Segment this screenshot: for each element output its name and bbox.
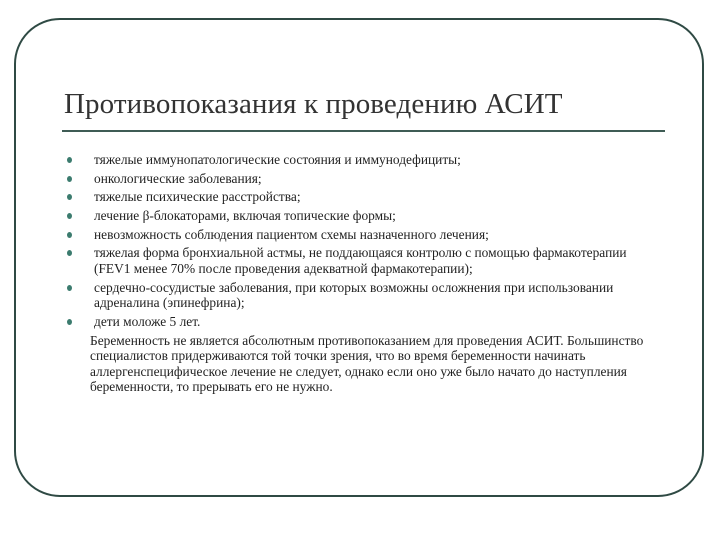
list-item-text: тяжелые психические расстройства; bbox=[94, 189, 301, 205]
slide-body bbox=[66, 152, 666, 395]
list-item-text: лечение β-блокаторами, включая топические формы; bbox=[94, 208, 396, 224]
bullet-icon bbox=[67, 285, 72, 291]
list-item-text: сердечно-сосудистые заболевания, при которых возможны осложнения при использовании адреналина (эпинефрина); bbox=[94, 279, 614, 311]
list-item-text: тяжелые иммунопатологические состояния и иммунодефициты; bbox=[94, 152, 461, 167]
title-divider bbox=[62, 130, 665, 132]
list-item bbox=[66, 227, 666, 243]
list-item bbox=[66, 280, 666, 311]
list-item bbox=[66, 314, 666, 330]
bullet-icon bbox=[67, 250, 72, 256]
list-item bbox=[66, 152, 666, 168]
list-item bbox=[66, 245, 666, 276]
bullet-icon bbox=[67, 194, 72, 200]
list-item-text: невозможность соблюдения пациентом схемы назначенного лечения; bbox=[94, 226, 489, 242]
list-item-text: тяжелая форма бронхиальной астмы, не поддающаяся контролю с помощью фармакотерапии (FEV1 менее 70% после проведения адекватной фармакотерапии); bbox=[94, 245, 627, 276]
bullet-icon bbox=[67, 157, 72, 163]
pregnancy-note: Беременность не является абсолютным противопоказанием для проведения АСИТ. Большинство специалистов придерживаются той точки зрения, что во время беременности начинать аллергенспецифическое лечение не следует, однако если оно уже было начато до наступления беременности, то прерывать его не нужно. bbox=[90, 332, 644, 394]
list-item-text: дети моложе 5 лет. bbox=[94, 313, 201, 329]
list-item bbox=[66, 208, 666, 224]
bullet-icon bbox=[67, 213, 72, 219]
slide-title: Противопоказания к проведению АСИТ bbox=[64, 88, 563, 120]
list-item-text: онкологические заболевания; bbox=[94, 170, 262, 186]
list-item bbox=[66, 189, 666, 205]
list-item bbox=[66, 171, 666, 187]
bullet-icon bbox=[67, 176, 72, 182]
bullet-icon bbox=[67, 319, 72, 325]
bullet-icon bbox=[67, 232, 72, 238]
contraindications-list bbox=[66, 152, 666, 329]
